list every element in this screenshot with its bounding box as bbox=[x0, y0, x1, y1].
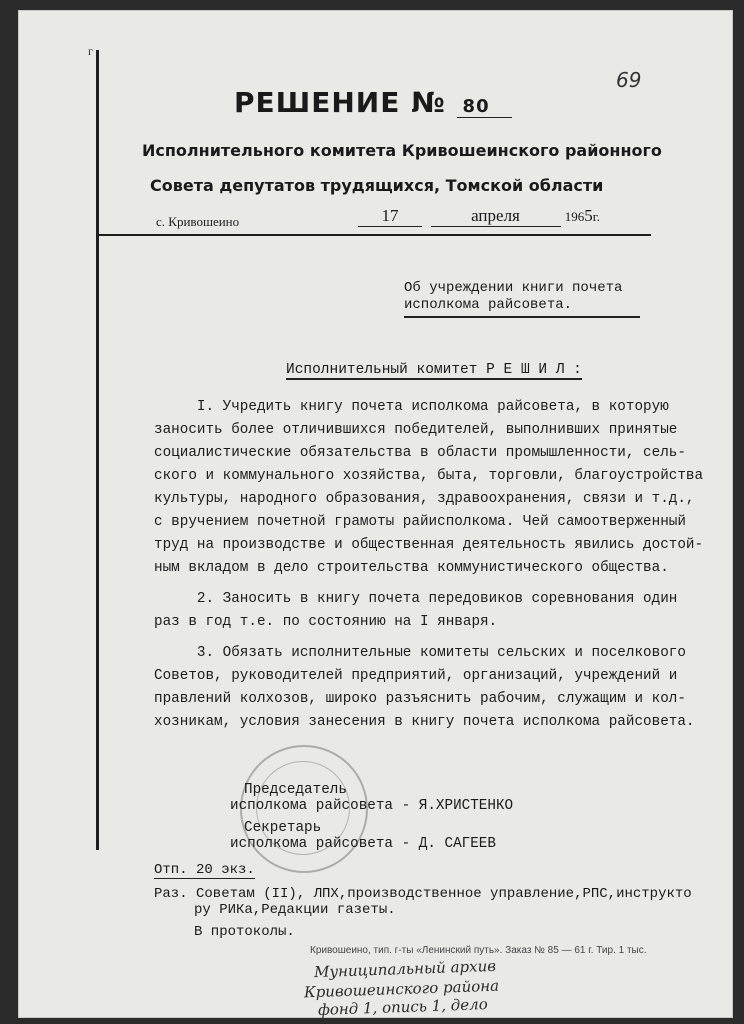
protocols-note: В протоколы. bbox=[194, 924, 295, 940]
document-page bbox=[18, 10, 733, 1018]
subtitle-line1: Исполнительного комитета Кривошеинского районного bbox=[142, 141, 662, 160]
subtitle-line2: Совета депутатов трудящихся, Томской области bbox=[150, 176, 604, 195]
item-3 bbox=[154, 642, 720, 734]
text-line: 2. Заносить в книгу почета передовиков соревнования один bbox=[154, 591, 678, 607]
document-title bbox=[234, 86, 512, 119]
chair-title: Председатель bbox=[244, 782, 347, 798]
corner-mark: г bbox=[88, 44, 93, 58]
date-suffix: г. bbox=[592, 209, 600, 224]
text-line: социалистические обязательства в области промышленности, сель- bbox=[154, 445, 686, 461]
archive-note-line2: Кривошеинского района bbox=[303, 976, 500, 1002]
decided-heading: Исполнительный комитет Р Е Ш И Л : bbox=[286, 362, 582, 378]
text-line: раз в год т.е. по состоянию на I января. bbox=[154, 614, 498, 630]
date-day: 17 bbox=[358, 206, 422, 227]
text-line: труд на производстве и общественная деятельность явились достой- bbox=[154, 537, 704, 553]
chair-signature: исполкома райсовета - Я.ХРИСТЕНКО bbox=[230, 798, 514, 814]
text-line: I. Учредить книгу почета исполкома райсовета, в которую bbox=[154, 399, 669, 415]
margin-line bbox=[96, 50, 99, 850]
text-line: правлений колхозов, широко разъяснить рабочим, служащим и кол- bbox=[154, 691, 686, 707]
distribution-line1: Раз. Советам (II), ЛПХ,производственное управление,РПС,инструкто bbox=[154, 886, 692, 902]
header-rule bbox=[98, 234, 651, 236]
text-line: заносить более отличившихся победителей, выполнивших принятые bbox=[154, 422, 678, 438]
item-1 bbox=[154, 396, 720, 580]
date-month: апреля bbox=[431, 206, 561, 227]
subject-line2: исполкома райсовета. bbox=[404, 297, 573, 313]
decision-number: 80 bbox=[457, 96, 512, 118]
secretary-title: Секретарь bbox=[244, 820, 322, 836]
secretary-signature: исполкома райсовета - Д. САГЕЕВ bbox=[230, 836, 496, 852]
date-year-digit: 5 bbox=[584, 206, 593, 225]
page-number: 69 bbox=[616, 68, 642, 92]
text-line: хозникам, условия занесения в книгу почета исполкома райсовета. bbox=[154, 714, 695, 730]
document-date bbox=[358, 206, 600, 227]
date-year-prefix: 196 bbox=[564, 209, 585, 224]
print-info: Кривошеино, тип. г-ты «Ленинский путь». Заказ № 85 — 61 г. Тир. 1 тыс. bbox=[310, 945, 647, 956]
text-line: культуры, народного образования, здравоохранения, связи и т.д., bbox=[154, 491, 695, 507]
text-line: ным вкладом в дело строительства коммунистического общества. bbox=[154, 560, 669, 576]
decision-body bbox=[154, 396, 720, 742]
archive-note-line3: фонд 1, опись 1, дело bbox=[317, 995, 489, 1019]
archive-note-line1: Муниципальный архив bbox=[313, 956, 497, 982]
place: с. Кривошеино bbox=[156, 214, 240, 229]
item-2 bbox=[154, 588, 720, 634]
subject-line1: Об учреждении книги почета bbox=[404, 280, 623, 296]
title-text: РЕШЕНИЕ № bbox=[234, 86, 446, 119]
text-line: 3. Обязать исполнительные комитеты сельских и поселкового bbox=[154, 645, 686, 661]
subject bbox=[404, 280, 640, 318]
text-line: Советов, руководителей предприятий, организаций, учреждений и bbox=[154, 668, 678, 684]
distribution-line2: ру РИКа,Редакции газеты. bbox=[194, 902, 396, 918]
copies-count: Отп. 20 экз. bbox=[154, 862, 255, 878]
text-line: с вручением почетной грамоты райисполкома. Чей самоотверженный bbox=[154, 514, 686, 530]
text-line: ского и коммунального хозяйства, быта, торговли, благоустройства bbox=[154, 468, 704, 484]
